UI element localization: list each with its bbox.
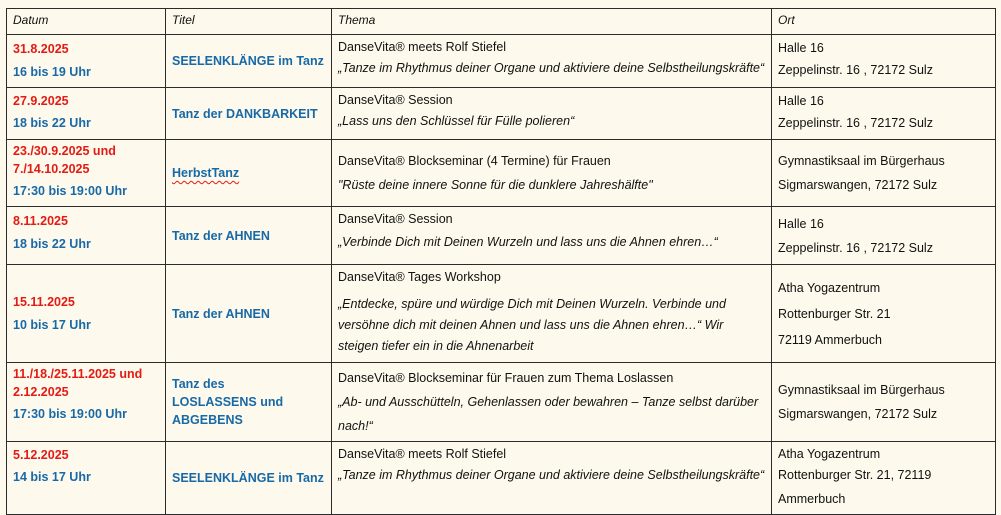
cell-titel <box>166 442 332 515</box>
event-time: 10 bis 17 Uhr <box>13 317 91 332</box>
cell-datum <box>7 265 166 363</box>
event-date: 15.11.2025 <box>13 294 75 309</box>
event-title: Tanz der AHNEN <box>172 306 270 321</box>
event-title: HerbstTanz <box>172 166 240 180</box>
event-time: 18 bis 22 Uhr <box>13 116 91 130</box>
event-title: Tanz des <box>172 377 225 391</box>
ort-line: Sigmarswangen, 72172 Sulz <box>778 178 938 192</box>
cell-titel <box>166 265 332 363</box>
event-time: 17:30 bis 19:00 Uhr <box>13 407 127 421</box>
cell-thema <box>332 207 772 265</box>
cell-ort <box>772 140 996 207</box>
thema-title: DanseVita® meets Rolf Stiefel <box>338 40 507 54</box>
thema-quote: „Tanze im Rhythmus deiner Organe und aktiviere deine Selbstheilungskräfte“ <box>338 468 765 482</box>
thema-quote: „Entdecke, spüre und würdige Dich mit Deinen Wurzeln. Verbinde und versöhne dich mit deinen Ahnen und lass uns die Ahnen ehren…“ Wir steigen tiefer ein in die Ahnenarbeit <box>338 297 726 353</box>
ort-line: Gymnastiksaal im Bürgerhaus <box>778 383 945 397</box>
ort-line: Halle 16 <box>778 41 824 55</box>
ort-line: Zeppelinstr. 16 , 72172 Sulz <box>778 240 933 255</box>
cell-datum <box>7 207 166 265</box>
cell-ort <box>772 35 996 88</box>
header-datum: Datum <box>7 9 166 35</box>
cell-thema <box>332 442 772 515</box>
event-date: 2.12.2025 <box>13 385 69 399</box>
table-row <box>7 207 996 265</box>
cell-ort <box>772 442 996 515</box>
cell-thema <box>332 140 772 207</box>
table-row <box>7 140 996 207</box>
event-date: 23./30.9.2025 und <box>13 144 116 158</box>
ort-line: Atha Yogazentrum <box>778 447 881 461</box>
table-row <box>7 35 996 88</box>
header-ort: Ort <box>772 9 996 35</box>
event-date: 8.11.2025 <box>13 214 68 228</box>
cell-titel <box>166 35 332 88</box>
table-row <box>7 442 996 515</box>
event-date: 27.9.2025 <box>13 94 69 108</box>
event-title-wrap <box>172 164 325 182</box>
cell-ort <box>772 88 996 140</box>
cell-thema <box>332 35 772 88</box>
thema-title: DanseVita® Session <box>338 93 453 107</box>
ort-line: Rottenburger Str. 21, 72119 Ammerbuch <box>778 468 932 506</box>
ort-line: Atha Yogazentrum <box>778 280 881 295</box>
header-titel: Titel <box>166 9 332 35</box>
cell-thema <box>332 265 772 363</box>
event-date: 7./14.10.2025 <box>13 162 90 176</box>
thema-title: DanseVita® Tages Workshop <box>338 270 501 284</box>
ort-line: Zeppelinstr. 16 , 72172 Sulz <box>778 63 933 77</box>
thema-title: DanseVita® Blockseminar (4 Termine) für Frauen <box>338 154 611 168</box>
event-title: LOSLASSENS und ABGEBENS <box>172 395 284 427</box>
ort-line: Zeppelinstr. 16 , 72172 Sulz <box>778 116 933 130</box>
thema-quote: „Ab- und Ausschütteln, Gehenlassen oder bewahren – Tanze selbst darüber nach!“ <box>338 395 759 433</box>
ort-line: Halle 16 <box>778 94 824 108</box>
cell-datum <box>7 363 166 442</box>
table-row <box>7 265 996 363</box>
event-title: SEELENKLÄNGE im Tanz <box>172 471 324 485</box>
event-title: SEELENKLÄNGE im Tanz <box>172 54 324 68</box>
cell-datum <box>7 140 166 207</box>
thema-title: DanseVita® Session <box>338 212 453 226</box>
event-date: 5.12.2025 <box>13 448 69 462</box>
table-row <box>7 88 996 140</box>
ort-line: Sigmarswangen, 72172 Sulz <box>778 407 938 421</box>
event-time: 18 bis 22 Uhr <box>13 237 91 251</box>
event-title: Tanz der DANKBARKEIT <box>172 106 318 121</box>
cell-datum <box>7 88 166 140</box>
event-time: 14 bis 17 Uhr <box>13 470 91 484</box>
header-thema: Thema <box>332 9 772 35</box>
thema-title: DanseVita® meets Rolf Stiefel <box>338 447 507 461</box>
event-time: 17:30 bis 19:00 Uhr <box>13 184 127 198</box>
ort-line: Gymnastiksaal im Bürgerhaus <box>778 154 945 168</box>
cell-datum <box>7 442 166 515</box>
thema-title: DanseVita® Blockseminar für Frauen zum Thema Loslassen <box>338 371 674 385</box>
cell-ort <box>772 207 996 265</box>
cell-ort <box>772 265 996 363</box>
spacer <box>338 286 765 294</box>
cell-titel <box>166 140 332 207</box>
cell-datum <box>7 35 166 88</box>
event-date: 31.8.2025 <box>13 42 69 56</box>
ort-line: Rottenburger Str. 21 <box>778 306 891 321</box>
thema-quote: „Verbinde Dich mit Deinen Wurzeln und lass uns die Ahnen ehren…“ <box>338 235 718 249</box>
event-date: 11./18./25.11.2025 und <box>13 367 143 381</box>
ort-line: 72119 Ammerbuch <box>778 332 882 347</box>
table-row <box>7 363 996 442</box>
events-table <box>6 8 996 515</box>
cell-titel <box>166 207 332 265</box>
ort-line: Halle 16 <box>778 216 824 231</box>
thema-quote: „Lass uns den Schlüssel für Fülle polieren“ <box>338 114 575 128</box>
cell-thema <box>332 363 772 442</box>
event-time: 16 bis 19 Uhr <box>13 65 91 79</box>
header-row <box>7 9 996 35</box>
event-title: Tanz der AHNEN <box>172 228 270 243</box>
cell-ort <box>772 363 996 442</box>
cell-titel <box>166 363 332 442</box>
cell-titel <box>166 88 332 140</box>
thema-quote: „Tanze im Rhythmus deiner Organe und aktiviere deine Selbstheilungskräfte“ <box>338 61 765 75</box>
thema-quote: "Rüste deine innere Sonne für die dunklere Jahreshälfte" <box>338 178 653 192</box>
cell-thema <box>332 88 772 140</box>
